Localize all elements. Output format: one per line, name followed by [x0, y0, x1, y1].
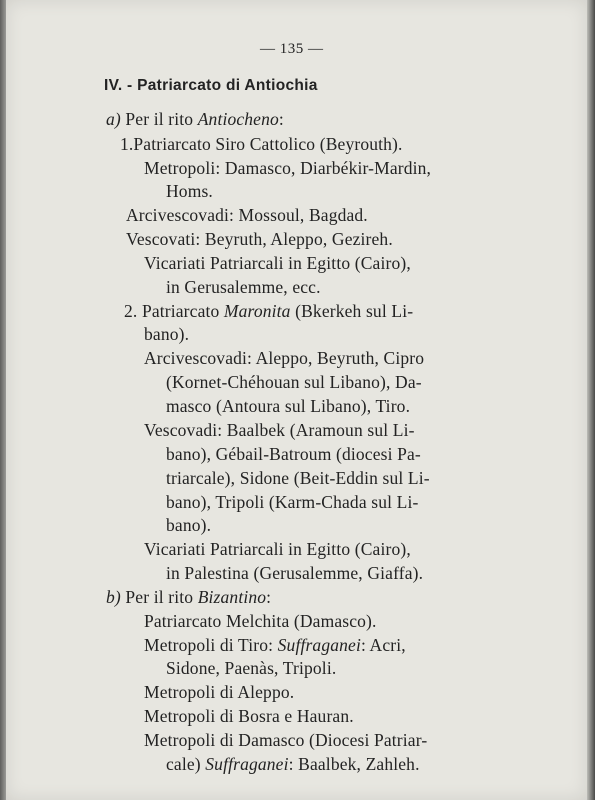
section-heading: IV. - Patriarcato di Antiochia [104, 77, 318, 94]
subsection-b-intro [106, 586, 271, 608]
item1-metropoli-line1: Metropoli: Damasco, Diarbékir-Mardin, [144, 158, 432, 178]
damasco-suffraganei: Suffraganei [205, 754, 289, 774]
item2-vicariati-line1: Vicariati Patriarcali in Egitto (Cairo), [144, 539, 411, 559]
item2-arcivescovadi-line1: Arcivescovadi: Aleppo, Beyruth, Cipro [144, 348, 425, 368]
metropoli-bosra: Metropoli di Bosra e Hauran. [144, 706, 354, 726]
metropoli-aleppo: Metropoli di Aleppo. [144, 682, 295, 702]
tiro-post: : Acri, [360, 635, 406, 655]
item2-arcivescovadi-line2: (Kornet-Chéhouan sul Libano), Da- [166, 372, 422, 392]
item1-title: 1.Patriarcato Siro Cattolico (Beyrouth). [120, 134, 403, 154]
subsection-b-marker: b) [106, 587, 121, 607]
item2-vescovadi-line3: triarcale), Sidone (Beit-Eddin sul Li- [166, 468, 430, 488]
item1-metropoli-line2: Homs. [166, 181, 213, 201]
tiro-label: Metropoli di Tiro: [144, 635, 278, 655]
subsection-b-text: Per il rito [125, 587, 198, 607]
subsection-a-rite: Antiocheno [197, 109, 279, 129]
damasco-line2 [166, 753, 420, 775]
book-page [6, 0, 587, 800]
item1-vescovati: Vescovati: Beyruth, Aleppo, Gezireh. [126, 229, 393, 249]
item1-vicariati-line2: in Gerusalemme, ecc. [166, 277, 321, 297]
item2-vescovadi-line4: bano), Tripoli (Karm-Chada sul Li- [166, 492, 419, 512]
damasco-line1: Metropoli di Damasco (Diocesi Patriar- [144, 730, 428, 750]
item2-arcivescovadi-line3: masco (Antoura sul Libano), Tiro. [166, 396, 411, 416]
page-number: — 135 — [260, 41, 324, 57]
subsection-b-rite: Bizantino [197, 587, 267, 607]
item2-title-post: (Bkerkeh sul Li- [290, 301, 414, 321]
damasco-post: : Baalbek, Zahleh. [288, 754, 420, 774]
tiro-line2: Sidone, Paenàs, Tripoli. [166, 658, 337, 678]
item2-title-pre: 2. Patriarcato [124, 301, 224, 321]
item2-title [124, 300, 413, 322]
item2-vicariati-line2: in Palestina (Gerusalemme, Giaffa). [166, 563, 424, 583]
item2-title-name: Maronita [223, 301, 291, 321]
subsection-a-intro [106, 108, 284, 130]
item1-arcivescovadi: Arcivescovadi: Mossoul, Bagdad. [126, 205, 368, 225]
melchite-patriarcato: Patriarcato Melchita (Damasco). [144, 611, 377, 631]
subsection-b-colon: : [266, 587, 272, 607]
tiro-line1 [144, 634, 406, 656]
tiro-suffraganei: Suffraganei [277, 635, 361, 655]
damasco-pre: cale) [166, 754, 206, 774]
item1-vicariati-line1: Vicariati Patriarcali in Egitto (Cairo), [144, 253, 411, 273]
item2-vescovadi-line1: Vescovadi: Baalbek (Aramoun sul Li- [144, 420, 415, 440]
item2-vescovadi-line5: bano). [166, 515, 212, 535]
subsection-a-text: Per il rito [125, 109, 198, 129]
book-fore-edge-shadow [587, 0, 595, 800]
item2-title-line2: bano). [144, 324, 190, 344]
subsection-a-colon: : [278, 109, 284, 129]
item2-vescovadi-line2: bano), Gébail-Batroum (diocesi Pa- [166, 444, 421, 464]
subsection-a-marker: a) [106, 109, 121, 129]
